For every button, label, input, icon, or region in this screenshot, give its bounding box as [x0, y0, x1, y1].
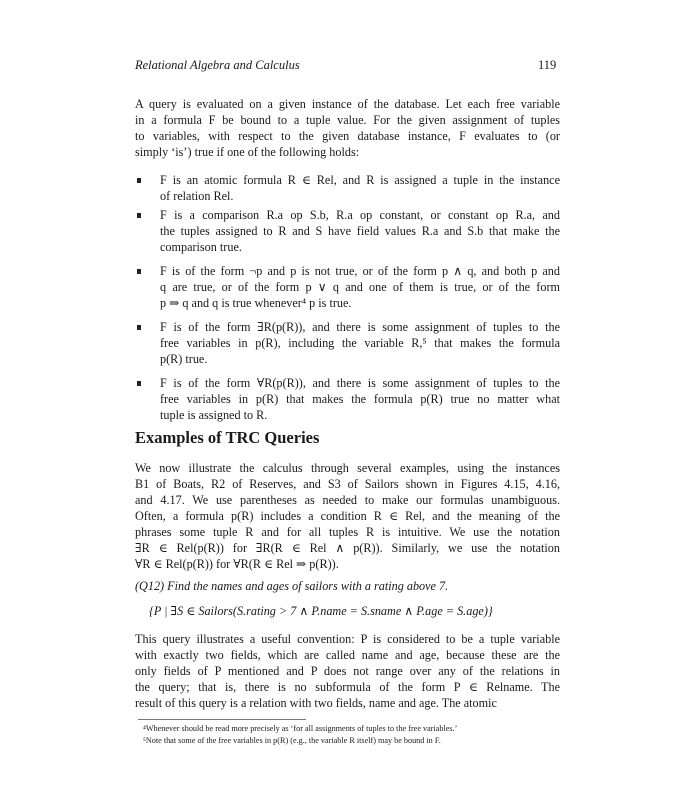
text-line: tuple is assigned to R.: [160, 408, 268, 422]
bullet-icon: [137, 213, 141, 218]
bullet-icon: [137, 269, 141, 274]
footnote-4: ⁴Whenever should be read more precisely as ‘for all assignments of tuples to the free variables.’: [143, 724, 458, 733]
text-line: of relation Rel.: [160, 189, 234, 203]
bullet-item: [160, 319, 560, 367]
text-line: in a formula F be bound to a tuple value. For the given assignment of tuples: [135, 113, 560, 127]
text-line: ∃R ∈ Rel(p(R)) for ∃R(R ∈ Rel ∧ p(R)). Similarly, we use the notation: [135, 541, 560, 555]
formula-q12: {P | ∃S ∈ Sailors(S.rating > 7 ∧ P.name = S.sname ∧ P.age = S.age)}: [149, 604, 493, 618]
text-line: result of this query is a relation with two fields, name and age. The atomic: [135, 696, 497, 710]
text-line: B1 of Boats, R2 of Reserves, and S3 of Sailors shown in Figures 4.15, 4.16,: [135, 477, 560, 491]
text-line: This query illustrates a useful convention: P is considered to be a tuple variable: [135, 632, 560, 646]
text-line: F is of the form ∀R(p(R)), and there is some assignment of tuples to the: [160, 376, 560, 390]
text-line: We now illustrate the calculus through several examples, using the instances: [135, 461, 560, 475]
footnote-5: ⁵Note that some of the free variables in p(R) (e.g., the variable R itself) may be bound in F.: [143, 736, 441, 745]
text-line: only fields of P mentioned and P does not range over any of the relations in: [135, 664, 560, 678]
query-q12: (Q12) Find the names and ages of sailors with a rating above 7.: [135, 579, 449, 593]
footnote-rule: [138, 719, 306, 720]
text-line: F is of the form ¬p and p is not true, or of the form p ∧ q, and both p and: [160, 264, 560, 278]
text-line: simply ‘is’) true if one of the following holds:: [135, 145, 360, 159]
bullet-item: [160, 207, 560, 255]
text-line: p ⇒ q and q is true whenever⁴ p is true.: [160, 296, 352, 310]
bullet-icon: [137, 381, 141, 386]
text-line: Often, a formula p(R) includes a condition R ∈ Rel, and the meaning of the: [135, 509, 560, 523]
bullet-item: [160, 263, 560, 311]
paragraph-examples: [135, 460, 560, 572]
running-header-title: Relational Algebra and Calculus: [135, 58, 300, 72]
text-line: and 4.17. We use parentheses as needed to make our formulas unambiguous.: [135, 493, 560, 507]
section-heading: Examples of TRC Queries: [135, 428, 320, 447]
text-line: to variables, with respect to the given database instance, F evaluates to (or: [135, 129, 560, 143]
text-line: the tuples assigned to R and S have field values R.a and S.b that make the: [160, 224, 560, 238]
text-line: p(R) true.: [160, 352, 208, 366]
text-line: A query is evaluated on a given instance of the database. Let each free variable: [135, 97, 560, 111]
text-line: phrases some tuple R and for all tuples R is intuitive. We use the notation: [135, 525, 560, 539]
text-line: q are true, or of the form p ∨ q and one of them is true, or of the form: [160, 280, 560, 294]
text-line: F is a comparison R.a op S.b, R.a op constant, or constant op R.a, and: [160, 208, 560, 222]
text-line: F is an atomic formula R ∈ Rel, and R is assigned a tuple in the instance: [160, 173, 560, 187]
bullet-icon: [137, 178, 141, 183]
bullet-item: [160, 172, 560, 204]
page-number: 119: [538, 58, 557, 72]
bullet-icon: [137, 325, 141, 330]
text-line: with exactly two fields, which are called name and age, because these are the: [135, 648, 560, 662]
paragraph-intro: [135, 96, 560, 160]
bullet-item: [160, 375, 560, 423]
text-line: free variables in p(R), including the variable R,⁵ that makes the formula: [160, 336, 560, 350]
paragraph-convention: [135, 631, 560, 711]
text-line: comparison true.: [160, 240, 242, 254]
text-line: F is of the form ∃R(p(R)), and there is some assignment of tuples to the: [160, 320, 560, 334]
text-line: the query; that is, there is no subformula of the form P ∈ Relname. The: [135, 680, 560, 694]
text-line: ∀R ∈ Rel(p(R)) for ∀R(R ∈ Rel ⇒ p(R)).: [135, 557, 339, 571]
text-line: free variables in p(R) that makes the formula p(R) true no matter what: [160, 392, 560, 406]
